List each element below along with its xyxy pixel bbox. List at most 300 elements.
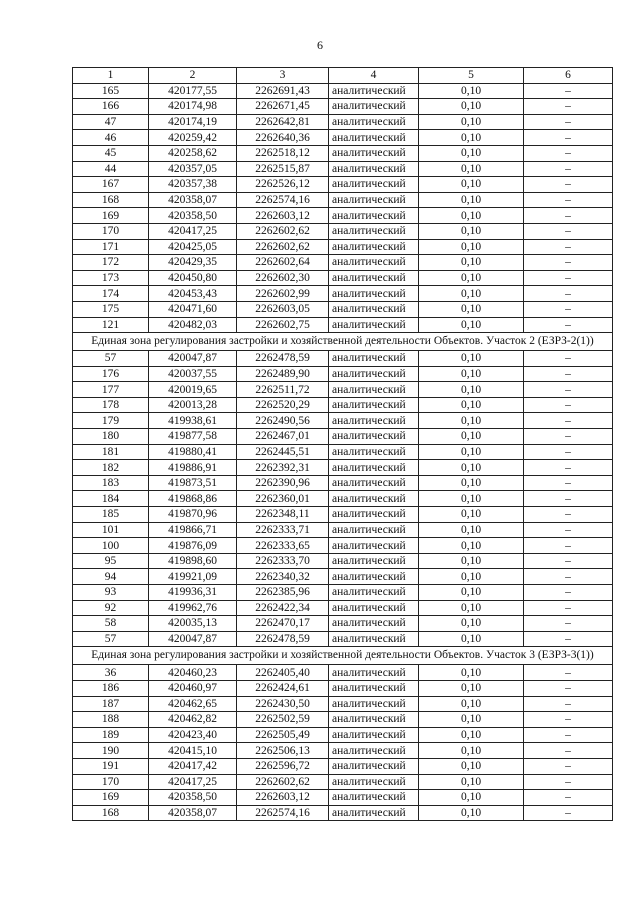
method-cell: аналитический (329, 475, 419, 491)
method-cell: аналитический (329, 631, 419, 647)
description-cell: – (524, 507, 613, 523)
x-coordinate-cell: 419886,91 (149, 460, 237, 476)
error-cell: 0,10 (419, 429, 524, 445)
section-title: Единая зона регулирования застройки и хозяйственной деятельности Объектов. Участок 2 (ЕЗРЗ-2(1)) (73, 333, 613, 351)
page-number: 6 (317, 38, 323, 52)
description-cell: – (524, 805, 613, 821)
method-cell: аналитический (329, 351, 419, 367)
description-cell: – (524, 270, 613, 286)
error-cell: 0,10 (419, 790, 524, 806)
column-header: 1 (73, 68, 149, 84)
x-coordinate-cell: 420460,23 (149, 665, 237, 681)
point-number-cell: 183 (73, 475, 149, 491)
description-cell: – (524, 727, 613, 743)
point-number-cell: 100 (73, 538, 149, 554)
method-cell: аналитический (329, 774, 419, 790)
point-number-cell: 187 (73, 696, 149, 712)
description-cell: – (524, 114, 613, 130)
error-cell: 0,10 (419, 522, 524, 538)
table-row (73, 585, 613, 601)
method-cell: аналитический (329, 145, 419, 161)
method-cell: аналитический (329, 743, 419, 759)
method-cell: аналитический (329, 83, 419, 99)
point-number-cell: 182 (73, 460, 149, 476)
x-coordinate-cell: 419880,41 (149, 444, 237, 460)
point-number-cell: 92 (73, 600, 149, 616)
y-coordinate-cell: 2262348,11 (237, 507, 329, 523)
point-number-cell: 186 (73, 680, 149, 696)
table-row (73, 382, 613, 398)
y-coordinate-cell: 2262602,62 (237, 223, 329, 239)
point-number-cell: 179 (73, 413, 149, 429)
method-cell: аналитический (329, 301, 419, 317)
table-row (73, 712, 613, 728)
x-coordinate-cell: 420358,07 (149, 805, 237, 821)
point-number-cell: 57 (73, 351, 149, 367)
error-cell: 0,10 (419, 727, 524, 743)
table-row (73, 727, 613, 743)
error-cell: 0,10 (419, 507, 524, 523)
error-cell: 0,10 (419, 696, 524, 712)
description-cell: – (524, 665, 613, 681)
table-row (73, 208, 613, 224)
description-cell: – (524, 790, 613, 806)
error-cell: 0,10 (419, 569, 524, 585)
method-cell: аналитический (329, 585, 419, 601)
method-cell: аналитический (329, 569, 419, 585)
table-row (73, 270, 613, 286)
description-cell: – (524, 444, 613, 460)
description-cell: – (524, 130, 613, 146)
error-cell: 0,10 (419, 585, 524, 601)
point-number-cell: 170 (73, 223, 149, 239)
description-cell: – (524, 83, 613, 99)
error-cell: 0,10 (419, 491, 524, 507)
description-cell: – (524, 774, 613, 790)
table-header-row (73, 68, 613, 84)
y-coordinate-cell: 2262515,87 (237, 161, 329, 177)
y-coordinate-cell: 2262526,12 (237, 177, 329, 193)
x-coordinate-cell: 419873,51 (149, 475, 237, 491)
error-cell: 0,10 (419, 553, 524, 569)
x-coordinate-cell: 420035,13 (149, 616, 237, 632)
method-cell: аналитический (329, 538, 419, 554)
method-cell: аналитический (329, 522, 419, 538)
description-cell: – (524, 758, 613, 774)
method-cell: аналитический (329, 413, 419, 429)
table-row (73, 491, 613, 507)
y-coordinate-cell: 2262602,75 (237, 317, 329, 333)
description-cell: – (524, 680, 613, 696)
error-cell: 0,10 (419, 743, 524, 759)
table-row (73, 790, 613, 806)
table-row (73, 397, 613, 413)
y-coordinate-cell: 2262333,71 (237, 522, 329, 538)
method-cell: аналитический (329, 727, 419, 743)
y-coordinate-cell: 2262511,72 (237, 382, 329, 398)
description-cell: – (524, 317, 613, 333)
x-coordinate-cell: 420358,50 (149, 790, 237, 806)
table-row (73, 444, 613, 460)
y-coordinate-cell: 2262340,32 (237, 569, 329, 585)
x-coordinate-cell: 420462,82 (149, 712, 237, 728)
y-coordinate-cell: 2262505,49 (237, 727, 329, 743)
table-row (73, 366, 613, 382)
y-coordinate-cell: 2262478,59 (237, 351, 329, 367)
point-number-cell: 169 (73, 790, 149, 806)
error-cell: 0,10 (419, 382, 524, 398)
column-header: 6 (524, 68, 613, 84)
x-coordinate-cell: 420462,65 (149, 696, 237, 712)
point-number-cell: 185 (73, 507, 149, 523)
point-number-cell: 177 (73, 382, 149, 398)
y-coordinate-cell: 2262596,72 (237, 758, 329, 774)
y-coordinate-cell: 2262489,90 (237, 366, 329, 382)
description-cell: – (524, 351, 613, 367)
y-coordinate-cell: 2262603,12 (237, 208, 329, 224)
x-coordinate-cell: 420358,50 (149, 208, 237, 224)
coordinates-table-body (73, 68, 613, 821)
description-cell: – (524, 286, 613, 302)
y-coordinate-cell: 2262490,56 (237, 413, 329, 429)
x-coordinate-cell: 420453,43 (149, 286, 237, 302)
description-cell: – (524, 460, 613, 476)
error-cell: 0,10 (419, 600, 524, 616)
x-coordinate-cell: 419898,60 (149, 553, 237, 569)
point-number-cell: 175 (73, 301, 149, 317)
x-coordinate-cell: 419866,71 (149, 522, 237, 538)
table-row (73, 351, 613, 367)
point-number-cell: 46 (73, 130, 149, 146)
point-number-cell: 169 (73, 208, 149, 224)
method-cell: аналитический (329, 114, 419, 130)
method-cell: аналитический (329, 286, 419, 302)
method-cell: аналитический (329, 270, 419, 286)
error-cell: 0,10 (419, 223, 524, 239)
error-cell: 0,10 (419, 538, 524, 554)
table-row (73, 743, 613, 759)
table-row (73, 301, 613, 317)
column-header: 4 (329, 68, 419, 84)
error-cell: 0,10 (419, 145, 524, 161)
table-row (73, 413, 613, 429)
y-coordinate-cell: 2262424,61 (237, 680, 329, 696)
y-coordinate-cell: 2262642,81 (237, 114, 329, 130)
y-coordinate-cell: 2262574,16 (237, 805, 329, 821)
description-cell: – (524, 99, 613, 115)
error-cell: 0,10 (419, 270, 524, 286)
table-row (73, 522, 613, 538)
method-cell: аналитический (329, 460, 419, 476)
method-cell: аналитический (329, 680, 419, 696)
point-number-cell: 172 (73, 255, 149, 271)
point-number-cell: 170 (73, 774, 149, 790)
column-header: 5 (419, 68, 524, 84)
x-coordinate-cell: 420013,28 (149, 397, 237, 413)
y-coordinate-cell: 2262640,36 (237, 130, 329, 146)
x-coordinate-cell: 420177,55 (149, 83, 237, 99)
description-cell: – (524, 145, 613, 161)
description-cell: – (524, 382, 613, 398)
description-cell: – (524, 553, 613, 569)
table-row (73, 145, 613, 161)
y-coordinate-cell: 2262574,16 (237, 192, 329, 208)
method-cell: аналитический (329, 130, 419, 146)
table-row (73, 177, 613, 193)
error-cell: 0,10 (419, 774, 524, 790)
y-coordinate-cell: 2262506,13 (237, 743, 329, 759)
coordinates-table (72, 67, 613, 821)
error-cell: 0,10 (419, 192, 524, 208)
description-cell: – (524, 585, 613, 601)
y-coordinate-cell: 2262691,43 (237, 83, 329, 99)
table-row (73, 83, 613, 99)
error-cell: 0,10 (419, 758, 524, 774)
column-header: 2 (149, 68, 237, 84)
y-coordinate-cell: 2262385,96 (237, 585, 329, 601)
error-cell: 0,10 (419, 631, 524, 647)
point-number-cell: 171 (73, 239, 149, 255)
x-coordinate-cell: 420417,42 (149, 758, 237, 774)
table-row (73, 130, 613, 146)
point-number-cell: 58 (73, 616, 149, 632)
x-coordinate-cell: 419877,58 (149, 429, 237, 445)
x-coordinate-cell: 420037,55 (149, 366, 237, 382)
y-coordinate-cell: 2262603,12 (237, 790, 329, 806)
method-cell: аналитический (329, 600, 419, 616)
table-row (73, 475, 613, 491)
x-coordinate-cell: 420174,19 (149, 114, 237, 130)
description-cell: – (524, 600, 613, 616)
table-row (73, 460, 613, 476)
point-number-cell: 190 (73, 743, 149, 759)
error-cell: 0,10 (419, 805, 524, 821)
method-cell: аналитический (329, 223, 419, 239)
description-cell: – (524, 192, 613, 208)
x-coordinate-cell: 419921,09 (149, 569, 237, 585)
y-coordinate-cell: 2262602,62 (237, 239, 329, 255)
method-cell: аналитический (329, 161, 419, 177)
y-coordinate-cell: 2262360,01 (237, 491, 329, 507)
description-cell: – (524, 712, 613, 728)
table-row (73, 616, 613, 632)
section-title-row (73, 647, 613, 665)
method-cell: аналитический (329, 553, 419, 569)
description-cell: – (524, 522, 613, 538)
y-coordinate-cell: 2262602,64 (237, 255, 329, 271)
x-coordinate-cell: 420047,87 (149, 351, 237, 367)
point-number-cell: 189 (73, 727, 149, 743)
error-cell: 0,10 (419, 616, 524, 632)
error-cell: 0,10 (419, 130, 524, 146)
description-cell: – (524, 366, 613, 382)
table-row (73, 538, 613, 554)
x-coordinate-cell: 420460,97 (149, 680, 237, 696)
table-row (73, 758, 613, 774)
error-cell: 0,10 (419, 161, 524, 177)
x-coordinate-cell: 419876,09 (149, 538, 237, 554)
y-coordinate-cell: 2262602,30 (237, 270, 329, 286)
table-row (73, 680, 613, 696)
error-cell: 0,10 (419, 444, 524, 460)
section-title-row (73, 333, 613, 351)
x-coordinate-cell: 420357,38 (149, 177, 237, 193)
point-number-cell: 178 (73, 397, 149, 413)
method-cell: аналитический (329, 444, 419, 460)
x-coordinate-cell: 420425,05 (149, 239, 237, 255)
description-cell: – (524, 616, 613, 632)
x-coordinate-cell: 420471,60 (149, 301, 237, 317)
description-cell: – (524, 743, 613, 759)
description-cell: – (524, 475, 613, 491)
error-cell: 0,10 (419, 680, 524, 696)
x-coordinate-cell: 420019,65 (149, 382, 237, 398)
table-row (73, 774, 613, 790)
table-row (73, 317, 613, 333)
point-number-cell: 180 (73, 429, 149, 445)
y-coordinate-cell: 2262602,99 (237, 286, 329, 302)
point-number-cell: 101 (73, 522, 149, 538)
x-coordinate-cell: 420429,35 (149, 255, 237, 271)
description-cell: – (524, 538, 613, 554)
error-cell: 0,10 (419, 351, 524, 367)
y-coordinate-cell: 2262470,17 (237, 616, 329, 632)
method-cell: аналитический (329, 317, 419, 333)
description-cell: – (524, 239, 613, 255)
description-cell: – (524, 413, 613, 429)
section-title: Единая зона регулирования застройки и хозяйственной деятельности Объектов. Участок 3 (ЕЗРЗ-3(1)) (73, 647, 613, 665)
description-cell: – (524, 696, 613, 712)
method-cell: аналитический (329, 758, 419, 774)
y-coordinate-cell: 2262518,12 (237, 145, 329, 161)
y-coordinate-cell: 2262392,31 (237, 460, 329, 476)
error-cell: 0,10 (419, 286, 524, 302)
point-number-cell: 94 (73, 569, 149, 585)
y-coordinate-cell: 2262478,59 (237, 631, 329, 647)
x-coordinate-cell: 420423,40 (149, 727, 237, 743)
table-row (73, 255, 613, 271)
method-cell: аналитический (329, 616, 419, 632)
method-cell: аналитический (329, 712, 419, 728)
error-cell: 0,10 (419, 301, 524, 317)
y-coordinate-cell: 2262390,96 (237, 475, 329, 491)
table-row (73, 223, 613, 239)
method-cell: аналитический (329, 790, 419, 806)
x-coordinate-cell: 420482,03 (149, 317, 237, 333)
table-row (73, 114, 613, 130)
y-coordinate-cell: 2262333,70 (237, 553, 329, 569)
y-coordinate-cell: 2262422,34 (237, 600, 329, 616)
error-cell: 0,10 (419, 99, 524, 115)
point-number-cell: 168 (73, 192, 149, 208)
method-cell: аналитический (329, 429, 419, 445)
y-coordinate-cell: 2262445,51 (237, 444, 329, 460)
table-row (73, 99, 613, 115)
point-number-cell: 168 (73, 805, 149, 821)
error-cell: 0,10 (419, 208, 524, 224)
table-row (73, 192, 613, 208)
error-cell: 0,10 (419, 83, 524, 99)
method-cell: аналитический (329, 507, 419, 523)
y-coordinate-cell: 2262602,62 (237, 774, 329, 790)
method-cell: аналитический (329, 491, 419, 507)
description-cell: – (524, 223, 613, 239)
description-cell: – (524, 255, 613, 271)
table-row (73, 805, 613, 821)
method-cell: аналитический (329, 366, 419, 382)
x-coordinate-cell: 420450,80 (149, 270, 237, 286)
method-cell: аналитический (329, 696, 419, 712)
table-row (73, 507, 613, 523)
y-coordinate-cell: 2262430,50 (237, 696, 329, 712)
table-row (73, 429, 613, 445)
table-row (73, 600, 613, 616)
error-cell: 0,10 (419, 475, 524, 491)
method-cell: аналитический (329, 382, 419, 398)
table-row (73, 696, 613, 712)
y-coordinate-cell: 2262333,65 (237, 538, 329, 554)
x-coordinate-cell: 419962,76 (149, 600, 237, 616)
description-cell: – (524, 161, 613, 177)
table-row (73, 553, 613, 569)
description-cell: – (524, 397, 613, 413)
error-cell: 0,10 (419, 255, 524, 271)
method-cell: аналитический (329, 208, 419, 224)
error-cell: 0,10 (419, 114, 524, 130)
table-row (73, 161, 613, 177)
error-cell: 0,10 (419, 366, 524, 382)
y-coordinate-cell: 2262405,40 (237, 665, 329, 681)
point-number-cell: 166 (73, 99, 149, 115)
x-coordinate-cell: 419938,61 (149, 413, 237, 429)
method-cell: аналитический (329, 805, 419, 821)
point-number-cell: 165 (73, 83, 149, 99)
point-number-cell: 184 (73, 491, 149, 507)
x-coordinate-cell: 420258,62 (149, 145, 237, 161)
error-cell: 0,10 (419, 413, 524, 429)
table-row (73, 239, 613, 255)
y-coordinate-cell: 2262502,59 (237, 712, 329, 728)
x-coordinate-cell: 420417,25 (149, 774, 237, 790)
table-row (73, 569, 613, 585)
method-cell: аналитический (329, 239, 419, 255)
point-number-cell: 167 (73, 177, 149, 193)
y-coordinate-cell: 2262603,05 (237, 301, 329, 317)
column-header: 3 (237, 68, 329, 84)
point-number-cell: 57 (73, 631, 149, 647)
error-cell: 0,10 (419, 177, 524, 193)
point-number-cell: 176 (73, 366, 149, 382)
error-cell: 0,10 (419, 239, 524, 255)
point-number-cell: 47 (73, 114, 149, 130)
description-cell: – (524, 491, 613, 507)
y-coordinate-cell: 2262520,29 (237, 397, 329, 413)
point-number-cell: 174 (73, 286, 149, 302)
point-number-cell: 44 (73, 161, 149, 177)
description-cell: – (524, 569, 613, 585)
point-number-cell: 121 (73, 317, 149, 333)
x-coordinate-cell: 420357,05 (149, 161, 237, 177)
y-coordinate-cell: 2262671,45 (237, 99, 329, 115)
x-coordinate-cell: 420417,25 (149, 223, 237, 239)
error-cell: 0,10 (419, 317, 524, 333)
description-cell: – (524, 301, 613, 317)
error-cell: 0,10 (419, 712, 524, 728)
table-row (73, 286, 613, 302)
point-number-cell: 181 (73, 444, 149, 460)
description-cell: – (524, 429, 613, 445)
method-cell: аналитический (329, 397, 419, 413)
